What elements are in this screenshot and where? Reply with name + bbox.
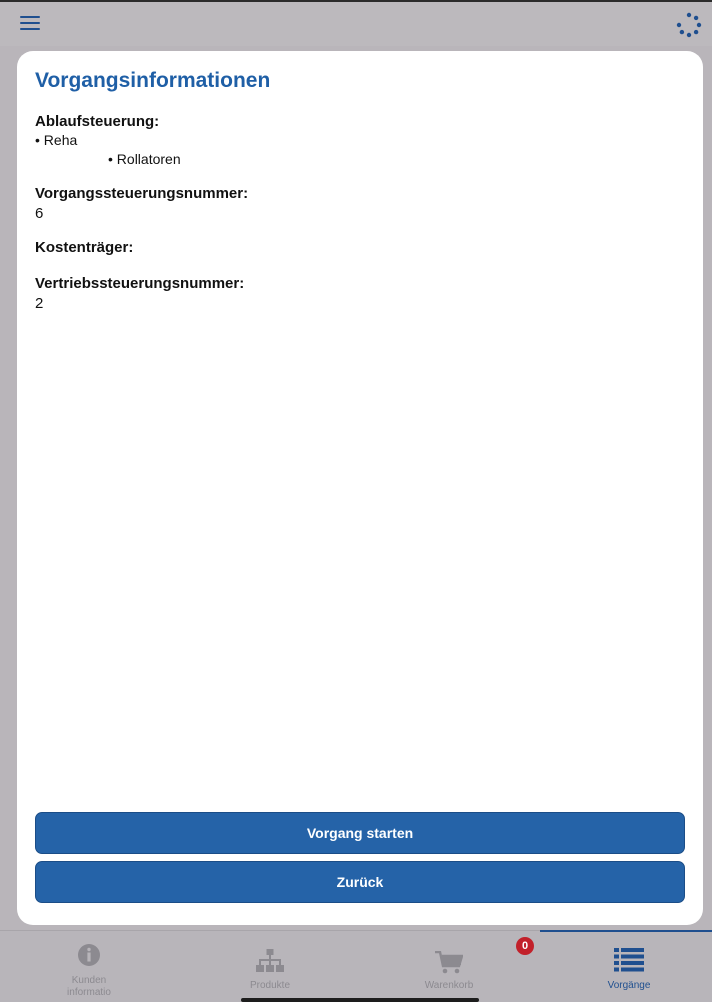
kostentraeger-section	[35, 239, 133, 259]
zurueck-button[interactable]: Zurück	[35, 861, 685, 903]
ablauf-item-reha: • Reha	[35, 132, 78, 148]
tab-vorgaenge[interactable]	[540, 931, 712, 1002]
list-icon	[614, 948, 644, 972]
top-bar	[0, 0, 712, 46]
vorgang-starten-button[interactable]: Vorgang starten	[35, 812, 685, 854]
loading-spinner-icon	[676, 12, 702, 38]
cart-badge: 0	[516, 937, 534, 955]
menu-icon[interactable]	[20, 16, 40, 32]
ablaufsteuerung-section	[35, 113, 181, 169]
tab-bar	[0, 930, 712, 1002]
vorgangssteuerungsnummer-value: 6	[35, 205, 44, 222]
tab-warenkorb[interactable]	[360, 931, 538, 1002]
tab-vorgaenge-label: Vorgänge	[607, 980, 651, 991]
modal-title: Vorgangsinformationen	[35, 69, 271, 92]
vorgangssteuerungsnummer-label: Vorgangssteuerungsnummer:	[35, 185, 249, 202]
active-tab-indicator	[540, 930, 712, 932]
info-modal	[17, 51, 703, 925]
tab-kundeninformation-label: Kunden informatio	[67, 975, 111, 998]
vertriebssteuerungsnummer-label: Vertriebssteuerungsnummer:	[35, 275, 245, 292]
tab-warenkorb-label: Warenkorb	[424, 980, 474, 991]
cart-icon	[435, 951, 463, 975]
tab-produkte[interactable]	[181, 931, 359, 1002]
tab-produkte-label: Produkte	[249, 980, 291, 991]
vertriebssteuerungsnummer-section	[35, 275, 244, 312]
sitemap-icon	[256, 949, 284, 975]
vorgangssteuerungsnummer-section	[35, 185, 248, 222]
vertriebssteuerungsnummer-value: 2	[35, 295, 44, 312]
kostentraeger-label: Kostenträger:	[35, 239, 134, 256]
ablaufsteuerung-label: Ablaufsteuerung:	[35, 113, 160, 130]
ablauf-item-rollatoren: • Rollatoren	[108, 151, 181, 167]
tab-kundeninformation[interactable]	[0, 931, 178, 1002]
home-indicator	[241, 998, 479, 1002]
info-icon	[77, 943, 101, 967]
